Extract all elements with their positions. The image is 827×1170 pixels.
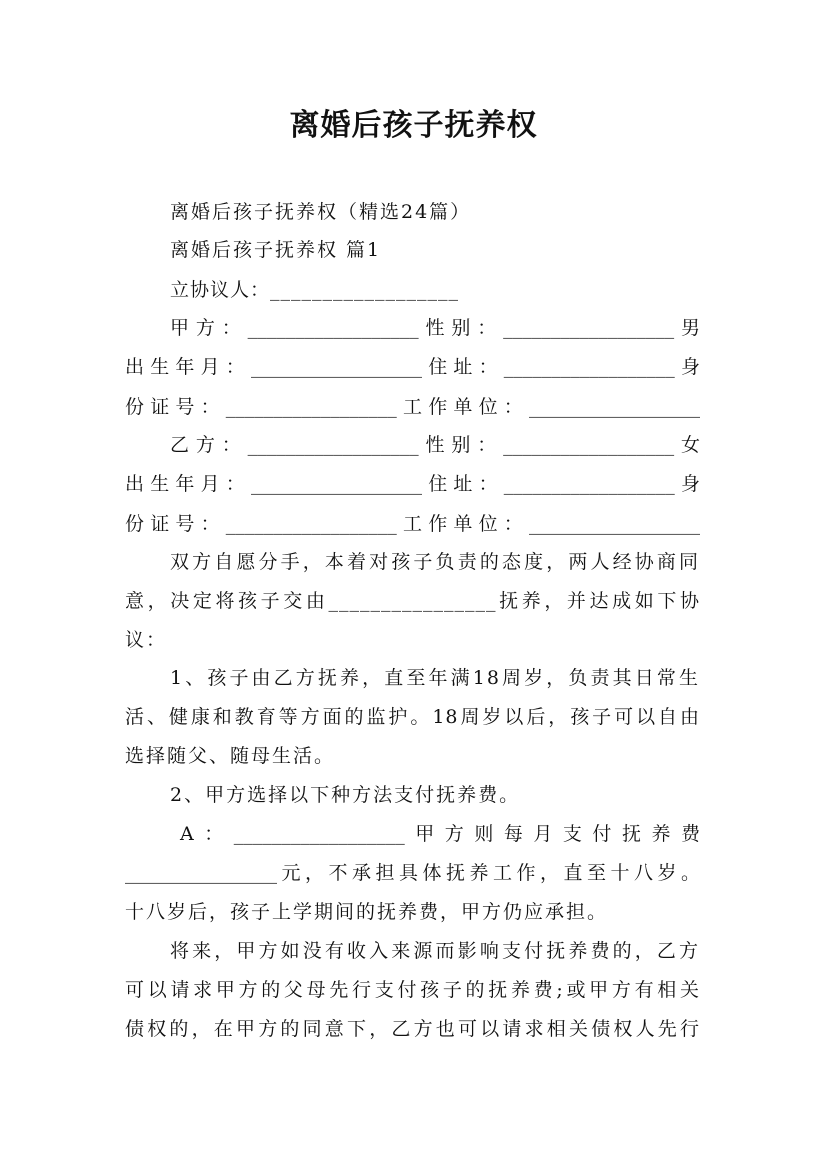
signatory-line: 立协议人：__________________ (170, 279, 460, 301)
paragraph-line: 活、健康和教育等方面的监护。18周岁以后，孩子可以自由 (125, 706, 700, 728)
party-a-birth-line: 出生年月：__________________住址：__________________身 (125, 356, 700, 378)
paragraph-line: 债权的，在甲方的同意下，乙方也可以请求相关债权人先行 (125, 1018, 700, 1040)
paragraph-line: 十八岁后，孩子上学期间的抚养费，甲方仍应承担。 (125, 901, 609, 923)
party-b-birth-line: 出生年月：__________________住址：__________________身 (125, 473, 700, 495)
paragraph-line: 2、甲方选择以下种方法支付抚养费。 (170, 784, 521, 806)
paragraph-line: 双方自愿分手，本着对孩子负责的态度，两人经协商同 (170, 551, 700, 573)
party-a-line: 甲方：__________________性别：__________________男 (170, 317, 700, 339)
party-b-id-line: 份证号：__________________工作单位：__________________ (125, 513, 700, 535)
paragraph-line: 将来，甲方如没有收入来源而影响支付抚养费的，乙方 (170, 940, 700, 962)
payment-amount-line: ________________元，不承担具体抚养工作，直至十八岁。 (125, 862, 700, 884)
paragraph-line: 可以请求甲方的父母先行支付孩子的抚养费;或甲方有相关 (125, 979, 700, 1001)
payment-option-line: A：__________________甲方则每月支付抚养费 (180, 823, 700, 845)
party-b-line: 乙方：__________________性别：__________________女 (170, 434, 700, 456)
section-heading: 离婚后孩子抚养权 篇1 (170, 239, 382, 261)
paragraph-line: 1、孩子由乙方抚养，直至年满18周岁，负责其日常生 (170, 667, 700, 689)
party-a-id-line: 份证号：__________________工作单位：__________________ (125, 396, 700, 418)
subtitle-line: 离婚后孩子抚养权（精选24篇） (170, 201, 472, 223)
document-title: 离婚后孩子抚养权 (289, 108, 538, 143)
paragraph-line: 意，决定将孩子交由________________抚养，并达成如下协 (125, 590, 700, 612)
paragraph-line: 选择随父、随母生活。 (125, 745, 336, 767)
paragraph-line: 议： (125, 629, 168, 651)
